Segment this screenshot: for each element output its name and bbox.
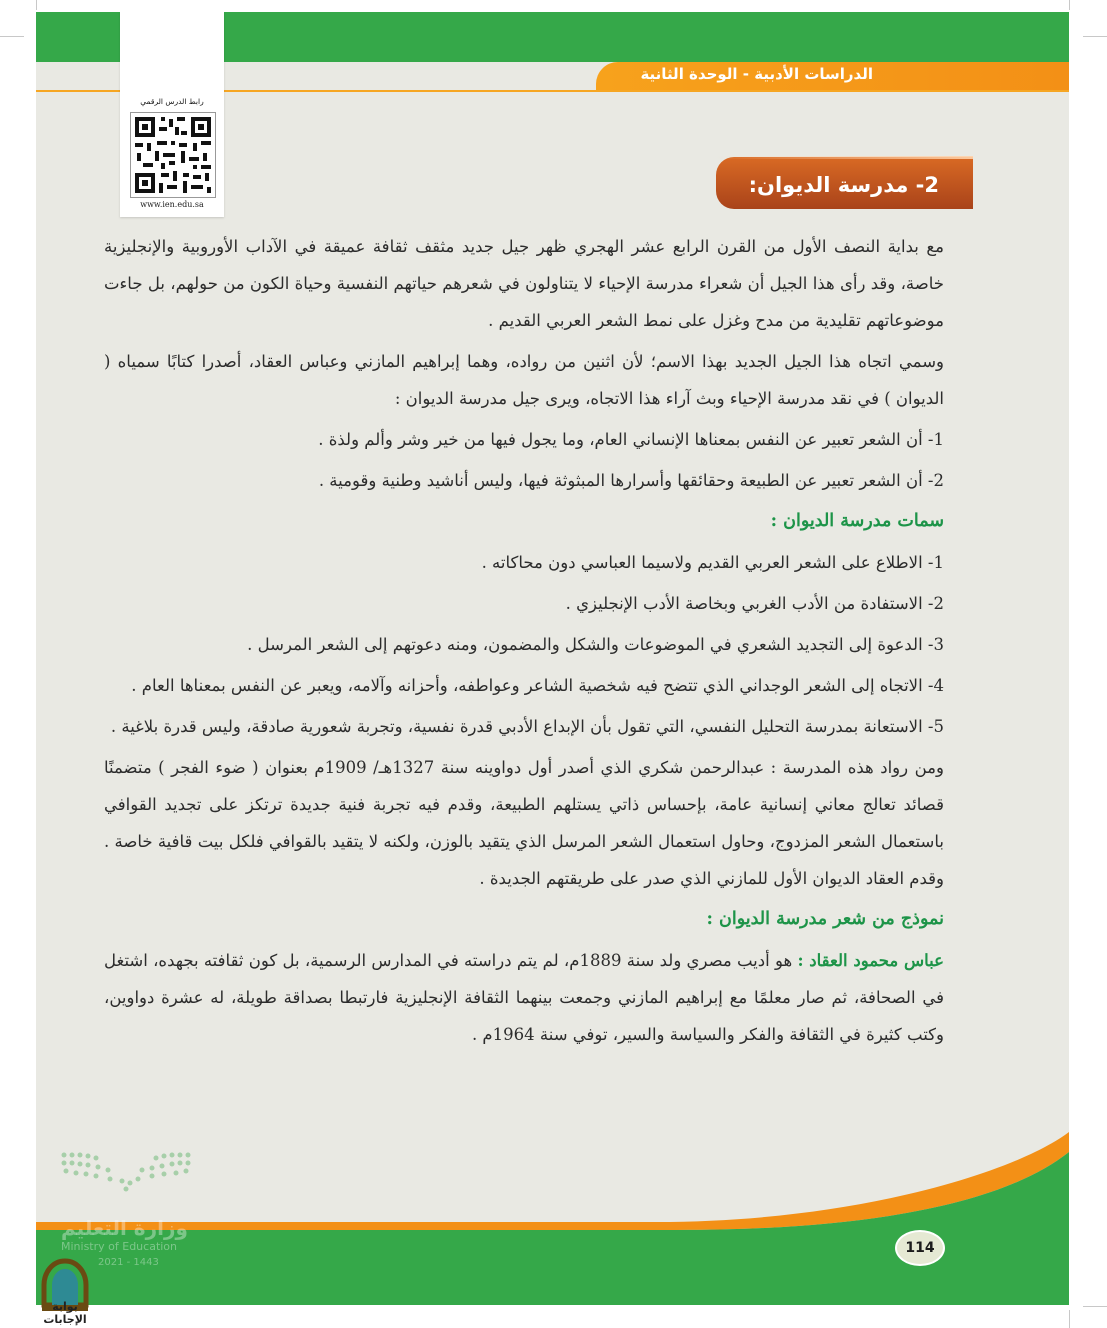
crop-mark (1069, 0, 1070, 10)
crop-mark (36, 0, 37, 10)
crop-mark (1069, 1310, 1070, 1328)
crop-mark (0, 36, 24, 37)
section-title: 2- مدرسة الديوان: (748, 173, 939, 197)
qr-code-icon[interactable] (130, 112, 216, 198)
intro-paragraph: مع بداية النصف الأول من القرن الرابع عشر الهجري ظهر جيل جديد مثقف ثقافة عميقة في الآداب الأوروبية والإنجليزية خاصة، وقد رأى هذا الجيل أن شعراء مدرسة الإحياء لا يتناولون في شعرهم حياتهم النفسية وحياة الكون من حولهم، بل جاءت موضوعاتهم تقليدية من مدح وغزل على نمط الشعر العربي القديم . (104, 237, 944, 330)
qr-url[interactable]: www.ien.edu.sa (140, 200, 204, 209)
ministry-year: 2021 - 1443 (98, 1257, 159, 1268)
crop-mark (1083, 36, 1107, 37)
feature-item: 5- الاستعانة بمدرسة التحليل النفسي، التي تقول بأن الإبداع الأدبي قدرة نفسية، وتجربة شعورية صادقة، وليس قدرة بلاغية . (110, 717, 944, 736)
poet-bio: هو أديب مصري ولد سنة 1889م، لم يتم دراسته في المدارس الرسمية، بل كون ثقافته بجهده، اشتغل في الصحافة، ثم صار معلمًا مع إبراهيم المازني وجمعت بينهما الثقافة الإنجليزية فارتبطا بصداقة طويلة، له عشرة دواوين، وكتب كثيرة في الثقافة والفكر والسياسة والسير، توفي سنة 1964م . (104, 951, 944, 1044)
qr-card[interactable] (120, 12, 224, 217)
naming-paragraph: وسمي اتجاه هذا الجيل الجديد بهذا الاسم؛ لأن اثنين من رواده، وهما إبراهيم المازني وعباس العقاد، أصدرا كتابًا سمياه ( الديوان ) في نقد مدرسة الإحياء وبث آراء هذا الاتجاه، ويرى جيل مدرسة الديوان : (104, 352, 944, 408)
ministry-name-ar: وزارة التعليم (61, 1216, 188, 1240)
qr-label: رابط الدرس الرقمي (140, 97, 204, 106)
feature-item: 1- الاطلاع على الشعر العربي القديم ولاسيما العباسي دون محاكاته . (481, 553, 944, 572)
section-title-highlight (716, 156, 973, 159)
features-heading: سمات مدرسة الديوان : (770, 511, 944, 531)
answers-portal-label: بوابة الإجابات (43, 1300, 87, 1326)
view-item: 2- أن الشعر تعبير عن الطبيعة وحقائقها وأسرارها المبثوثة فيها، وليس أناشيد وطنية وقومية . (318, 471, 944, 490)
model-heading: نموذج من شعر مدرسة الديوان : (706, 909, 944, 929)
crop-mark (1083, 1306, 1107, 1307)
page-number: 114 (895, 1230, 945, 1266)
textbook-page (36, 12, 1069, 1305)
footer-wave (36, 1132, 1069, 1305)
view-item: 1- أن الشعر تعبير عن النفس بمعناها الإنساني العام، وما يجول فيها من خير وشر وألم ولذة . (318, 430, 944, 449)
poet-name: عباس محمود العقاد : (797, 951, 945, 970)
unit-title: الدراسات الأدبية - الوحدة الثانية (640, 65, 873, 83)
feature-item: 2- الاستفادة من الأدب الغربي وبخاصة الأدب الإنجليزي . (565, 594, 944, 613)
ministry-name-en: Ministry of Education (61, 1240, 178, 1253)
poet-paragraph (104, 942, 944, 1053)
pioneers-paragraph: ومن رواد هذه المدرسة : عبدالرحمن شكري الذي أصدر أول دواوينه سنة 1327هـ/ 1909م بعنوان ( ضوء الفجر ) متضمنًا قصائد تعالج معاني إنسانية عامة، بإحساس ذاتي يستلهم الطبيعة، وقدم فيه تجربة فنية جديدة ترتكز على تجديد القوافي باستعمال الشعر المزدوج، وحاول استعمال الشعر المرسل الذي يتقيد بالوزن، ولكنه لا يتقيد بالقوافي فلكل بيت قافية خاصة . وقدم العقاد الديوان الأول للمازني الذي صدر على طريقتهم الجديدة . (104, 758, 944, 888)
feature-item: 4- الاتجاه إلى الشعر الوجداني الذي تتضح فيه شخصية الشاعر وعواطفه، وأحزانه وآلامه، ويعبر عن النفس بمعناها العام . (131, 676, 944, 695)
feature-item: 3- الدعوة إلى التجديد الشعري في الموضوعات والشكل والمضمون، ومنه دعوتهم إلى الشعر المرسل . (247, 635, 944, 654)
lesson-content (104, 228, 944, 1057)
